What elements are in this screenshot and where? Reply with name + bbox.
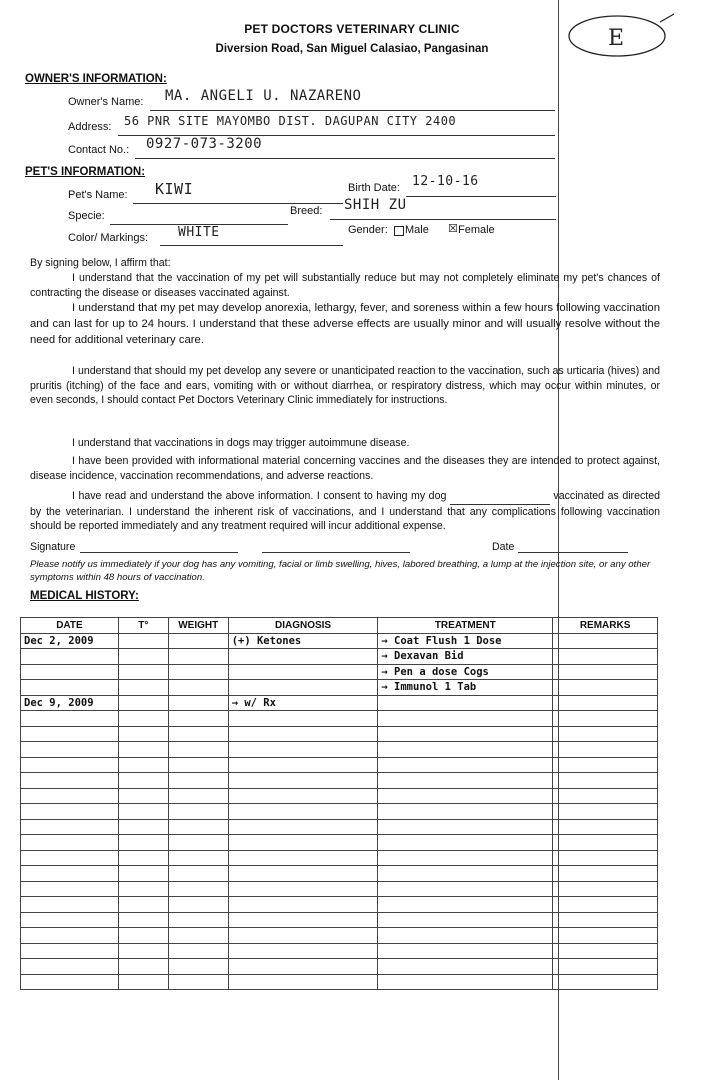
table-cell[interactable] xyxy=(553,866,658,882)
table-cell[interactable] xyxy=(118,835,168,851)
table-cell[interactable] xyxy=(168,819,228,835)
table-cell[interactable]: → Pen a dose Cogs xyxy=(378,664,553,680)
table-row xyxy=(21,866,658,882)
table-cell[interactable] xyxy=(553,819,658,835)
table-cell[interactable] xyxy=(168,633,228,649)
table-cell[interactable] xyxy=(118,866,168,882)
table-cell[interactable] xyxy=(378,974,553,990)
table-cell[interactable] xyxy=(228,835,378,851)
table-cell[interactable] xyxy=(553,912,658,928)
table-cell[interactable] xyxy=(228,819,378,835)
consent-intro: By signing below, I affirm that: xyxy=(30,257,171,269)
consent-p6-end: as directed by the veterinarian. I understand the inherent risk of vaccinations, and I understand that any complications following vaccination should be reported immediately and any treatment required will incur additional expense. xyxy=(30,490,661,532)
table-cell[interactable] xyxy=(378,757,553,773)
corner-circle-mark xyxy=(562,8,680,60)
table-row xyxy=(21,757,658,773)
column-header: WEIGHT xyxy=(168,618,228,634)
table-row xyxy=(21,928,658,944)
table-cell[interactable] xyxy=(378,959,553,975)
table-cell[interactable] xyxy=(228,804,378,820)
notice-text: Please notify us immediately if your dog has any vomiting, facial or limb swelling, hives, labored breathing, a lump at the injection site, or any other symptoms within 48 hours of vaccination. xyxy=(30,559,651,583)
table-cell[interactable] xyxy=(553,974,658,990)
column-header: DIAGNOSIS xyxy=(228,618,378,634)
table-cell[interactable] xyxy=(553,664,658,680)
table-cell[interactable] xyxy=(228,788,378,804)
male-checkbox[interactable] xyxy=(394,226,404,236)
table-cell[interactable] xyxy=(553,788,658,804)
date-line[interactable] xyxy=(518,552,628,553)
column-header: T° xyxy=(118,618,168,634)
table-cell[interactable] xyxy=(168,866,228,882)
table-cell[interactable] xyxy=(21,804,119,820)
table-row xyxy=(21,726,658,742)
table-cell[interactable] xyxy=(553,943,658,959)
table-cell[interactable] xyxy=(168,912,228,928)
table-cell[interactable] xyxy=(228,649,378,665)
table-cell[interactable] xyxy=(168,773,228,789)
table-cell[interactable] xyxy=(168,711,228,727)
table-cell[interactable] xyxy=(553,928,658,944)
table-cell[interactable] xyxy=(21,881,119,897)
table-cell[interactable] xyxy=(21,897,119,913)
owner-section-title: OWNER'S INFORMATION: xyxy=(25,73,167,85)
table-cell[interactable] xyxy=(553,649,658,665)
table-cell[interactable] xyxy=(553,711,658,727)
signature-line-2[interactable] xyxy=(262,552,410,553)
table-cell[interactable] xyxy=(553,881,658,897)
table-cell[interactable] xyxy=(21,788,119,804)
table-cell[interactable] xyxy=(378,819,553,835)
table-cell[interactable] xyxy=(553,695,658,711)
table-row xyxy=(21,664,658,680)
table-row xyxy=(21,912,658,928)
table-cell[interactable] xyxy=(118,788,168,804)
table-cell[interactable] xyxy=(168,897,228,913)
table-cell[interactable] xyxy=(378,943,553,959)
table-cell[interactable] xyxy=(168,649,228,665)
table-cell[interactable] xyxy=(21,742,119,758)
table-row xyxy=(21,633,658,649)
table-cell[interactable] xyxy=(553,680,658,696)
table-cell[interactable] xyxy=(21,850,119,866)
table-cell[interactable] xyxy=(118,726,168,742)
contact-value[interactable]: 0927-073-3200 xyxy=(146,136,263,152)
table-row xyxy=(21,881,658,897)
table-cell[interactable] xyxy=(228,726,378,742)
date-label: Date xyxy=(492,541,515,553)
table-cell[interactable] xyxy=(228,897,378,913)
table-cell[interactable] xyxy=(553,757,658,773)
owner-name-line xyxy=(150,110,555,111)
consent-paragraph-1: I understand that the vaccination of my pet will substantially reduce but may not completely eliminate my pet's chances of contracting the disease or diseases vaccinated against. xyxy=(30,272,660,299)
table-cell[interactable] xyxy=(118,649,168,665)
table-row xyxy=(21,695,658,711)
table-row xyxy=(21,711,658,727)
table-row xyxy=(21,819,658,835)
table-cell[interactable] xyxy=(21,711,119,727)
birth-date-value[interactable]: 12-10-16 xyxy=(412,174,479,189)
medical-history-table xyxy=(20,617,658,990)
table-cell[interactable] xyxy=(228,664,378,680)
table-cell[interactable] xyxy=(21,773,119,789)
consent-paragraph-4: I understand that vaccinations in dogs may trigger autoimmune disease. xyxy=(72,437,410,449)
address-label: Address: xyxy=(68,121,112,133)
table-cell[interactable] xyxy=(118,912,168,928)
table-cell[interactable] xyxy=(21,664,119,680)
table-cell[interactable] xyxy=(168,835,228,851)
table-cell[interactable] xyxy=(118,897,168,913)
table-cell[interactable] xyxy=(228,943,378,959)
table-cell[interactable] xyxy=(553,742,658,758)
table-cell[interactable] xyxy=(228,711,378,727)
table-cell[interactable] xyxy=(168,928,228,944)
table-cell[interactable] xyxy=(118,695,168,711)
table-cell[interactable] xyxy=(118,680,168,696)
color-value[interactable]: WHITE xyxy=(178,225,220,240)
table-cell[interactable] xyxy=(378,866,553,882)
pet-name-line xyxy=(133,203,343,204)
color-line xyxy=(160,245,343,246)
table-cell[interactable] xyxy=(21,757,119,773)
table-row xyxy=(21,680,658,696)
clinic-address: Diversion Road, San Miguel Calasiao, Pangasinan xyxy=(215,43,489,55)
table-cell[interactable] xyxy=(168,959,228,975)
column-header: TREATMENT xyxy=(378,618,553,634)
table-cell[interactable]: → Dexavan Bid xyxy=(378,649,553,665)
table-cell[interactable]: → Coat Flush 1 Dose xyxy=(378,633,553,649)
table-cell[interactable]: → Immunol 1 Tab xyxy=(378,680,553,696)
column-header: REMARKS xyxy=(553,618,658,634)
birth-date-label: Birth Date: xyxy=(348,182,400,194)
column-header: DATE xyxy=(21,618,119,634)
male-label: Male xyxy=(405,224,429,236)
specie-label: Specie: xyxy=(68,210,105,222)
table-cell[interactable] xyxy=(118,850,168,866)
medical-section-title: MEDICAL HISTORY: xyxy=(30,590,139,602)
table-cell[interactable] xyxy=(228,850,378,866)
table-cell[interactable] xyxy=(228,773,378,789)
table-cell[interactable] xyxy=(118,881,168,897)
table-cell[interactable]: (+) Ketones xyxy=(228,633,378,649)
pet-name-label: Pet's Name: xyxy=(68,189,128,201)
table-row xyxy=(21,943,658,959)
dog-vaccine-blank[interactable] xyxy=(450,489,550,505)
table-row xyxy=(21,850,658,866)
table-cell[interactable] xyxy=(21,912,119,928)
table-cell[interactable] xyxy=(228,866,378,882)
table-cell[interactable] xyxy=(118,742,168,758)
signature-line[interactable] xyxy=(80,552,238,553)
table-cell[interactable] xyxy=(168,974,228,990)
table-cell[interactable] xyxy=(378,695,553,711)
table-cell[interactable] xyxy=(228,881,378,897)
pet-name-value[interactable]: KIWI xyxy=(155,180,194,198)
table-cell[interactable] xyxy=(378,711,553,727)
table-cell[interactable] xyxy=(21,649,119,665)
breed-label: Breed: xyxy=(290,205,323,217)
table-cell[interactable] xyxy=(553,959,658,975)
table-row xyxy=(21,959,658,975)
breed-line xyxy=(330,219,556,220)
table-cell[interactable] xyxy=(118,664,168,680)
table-cell[interactable] xyxy=(553,726,658,742)
table-cell[interactable] xyxy=(118,819,168,835)
consent-p6-vaccinated: vaccinated xyxy=(553,490,605,502)
female-label: Female xyxy=(458,224,495,236)
table-row xyxy=(21,649,658,665)
table-cell[interactable] xyxy=(118,711,168,727)
table-cell[interactable] xyxy=(21,866,119,882)
table-cell[interactable] xyxy=(21,974,119,990)
table-cell[interactable] xyxy=(21,726,119,742)
table-cell[interactable] xyxy=(553,804,658,820)
table-cell[interactable] xyxy=(378,912,553,928)
table-cell[interactable] xyxy=(378,881,553,897)
table-cell[interactable] xyxy=(228,928,378,944)
table-cell[interactable]: Dec 9, 2009 xyxy=(21,695,119,711)
table-row xyxy=(21,742,658,758)
table-cell[interactable] xyxy=(228,757,378,773)
table-cell[interactable] xyxy=(168,695,228,711)
table-cell[interactable] xyxy=(21,959,119,975)
table-cell[interactable] xyxy=(378,742,553,758)
female-checkbox[interactable]: ☒ xyxy=(448,223,458,235)
table-row xyxy=(21,804,658,820)
table-cell[interactable] xyxy=(168,664,228,680)
table-cell[interactable] xyxy=(168,742,228,758)
table-cell[interactable]: → w/ Rx xyxy=(228,695,378,711)
address-value[interactable]: 56 PNR SITE MAYOMBO DIST. DAGUPAN CITY 2400 xyxy=(124,114,457,128)
gender-label: Gender: xyxy=(348,224,388,236)
table-cell[interactable] xyxy=(168,881,228,897)
birth-date-line xyxy=(406,196,556,197)
table-row xyxy=(21,897,658,913)
owner-name-label: Owner's Name: xyxy=(68,96,144,108)
table-cell[interactable] xyxy=(168,804,228,820)
table-cell[interactable] xyxy=(378,897,553,913)
table-cell[interactable] xyxy=(168,788,228,804)
table-cell[interactable] xyxy=(168,726,228,742)
table-cell[interactable]: Dec 2, 2009 xyxy=(21,633,119,649)
clinic-name: PET DOCTORS VETERINARY CLINIC xyxy=(244,22,460,36)
owner-name-value[interactable]: MA. ANGELI U. NAZARENO xyxy=(165,88,362,104)
table-cell[interactable] xyxy=(378,804,553,820)
contact-label: Contact No.: xyxy=(68,144,130,156)
table-row xyxy=(21,974,658,990)
table-cell[interactable] xyxy=(228,680,378,696)
table-cell[interactable] xyxy=(378,835,553,851)
table-cell[interactable] xyxy=(21,819,119,835)
table-cell[interactable] xyxy=(168,850,228,866)
table-cell[interactable] xyxy=(21,835,119,851)
table-cell[interactable] xyxy=(553,633,658,649)
table-cell[interactable] xyxy=(553,835,658,851)
table-cell[interactable] xyxy=(378,773,553,789)
signature-label: Signature xyxy=(30,541,76,553)
table-cell[interactable] xyxy=(21,943,119,959)
consent-paragraph-3: I understand that should my pet develop any severe or unanticipated reaction to the vaccination, such as urticaria (hives) and pruritis (itching) of the face and ears, vomiting with or without diarrhea, or respiratory distress, which may occur within minutes, or even seconds, I should contact Pet Doctors Veterinary Clinic immediately for instructions. xyxy=(30,365,660,406)
color-label: Color/ Markings: xyxy=(68,232,149,244)
table-cell[interactable] xyxy=(228,912,378,928)
consent-paragraph-5: I have been provided with informational material concerning vaccines and the diseases they are intended to protect against, disease incidence, vaccination recommendations, and adverse reactions. xyxy=(30,455,660,482)
table-row xyxy=(21,773,658,789)
consent-p6-start: I have read and understand the above information. I consent to having my dog xyxy=(72,490,447,502)
table-cell[interactable] xyxy=(228,959,378,975)
table-cell[interactable] xyxy=(553,850,658,866)
pet-section-title: PET'S INFORMATION: xyxy=(25,166,146,178)
table-cell[interactable] xyxy=(118,633,168,649)
table-cell[interactable] xyxy=(228,742,378,758)
table-row xyxy=(21,835,658,851)
table-cell[interactable] xyxy=(168,757,228,773)
table-cell[interactable] xyxy=(228,974,378,990)
table-cell[interactable] xyxy=(118,959,168,975)
table-cell[interactable] xyxy=(118,773,168,789)
table-cell[interactable] xyxy=(118,943,168,959)
table-cell[interactable] xyxy=(118,804,168,820)
table-cell[interactable] xyxy=(553,897,658,913)
consent-paragraph-2: I understand that my pet may develop anorexia, lethargy, fever, and soreness within a few hours following vaccination and can last for up to 24 hours. I understand that these adverse effects are usually minor and will usually resolve without the need for additional veterinary care. xyxy=(30,302,660,346)
corner-letter: E xyxy=(608,26,625,51)
contact-line xyxy=(135,158,555,159)
table-cell[interactable] xyxy=(118,928,168,944)
table-cell[interactable] xyxy=(21,928,119,944)
table-cell[interactable] xyxy=(168,680,228,696)
table-cell[interactable] xyxy=(378,788,553,804)
table-cell[interactable] xyxy=(118,974,168,990)
table-cell[interactable] xyxy=(378,726,553,742)
consent-paragraph-6 xyxy=(30,489,660,534)
table-cell[interactable] xyxy=(168,943,228,959)
table-cell[interactable] xyxy=(378,850,553,866)
table-cell[interactable] xyxy=(553,773,658,789)
table-row xyxy=(21,788,658,804)
table-cell[interactable] xyxy=(118,757,168,773)
table-cell[interactable] xyxy=(378,928,553,944)
breed-value[interactable]: SHIH ZU xyxy=(344,197,407,213)
table-cell[interactable] xyxy=(21,680,119,696)
